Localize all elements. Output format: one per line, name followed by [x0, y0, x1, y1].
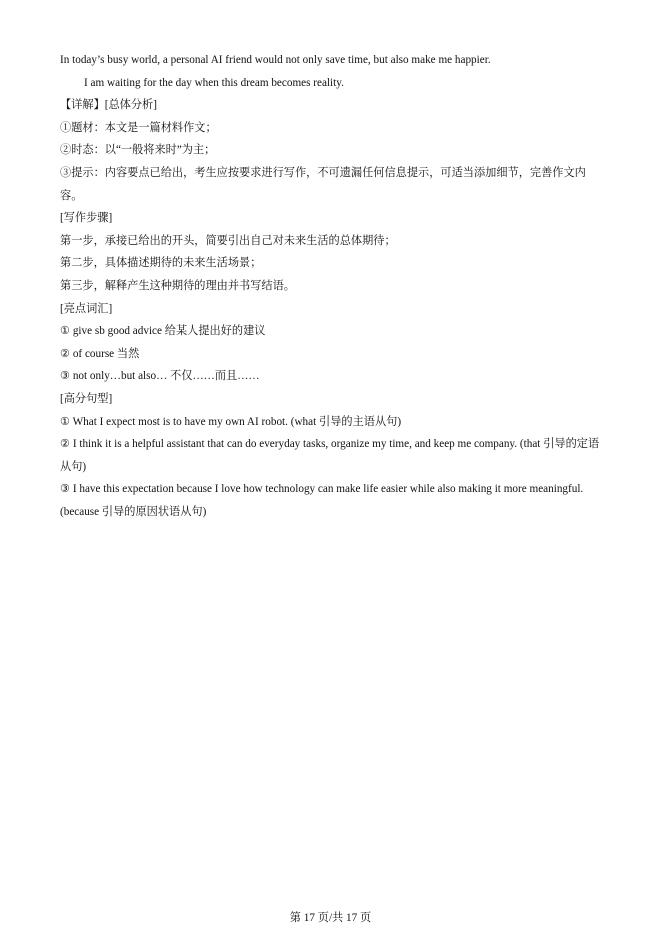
- vocabulary-item: ② of course 当然: [60, 347, 140, 360]
- sentence-pattern-item: ② I think it is a helpful assistant that can do everyday tasks, organize my time, and keep me company. (that 引导的定语从句): [60, 438, 600, 473]
- document-body: [60, 49, 605, 523]
- section-heading-vocabulary: [亮点词汇]: [60, 302, 113, 315]
- essay-closing-sentence: I am waiting for the day when this dream becomes reality.: [84, 76, 344, 89]
- vocabulary-item: ① give sb good advice 给某人提出好的建议: [60, 325, 266, 338]
- section-heading-steps: [写作步骤]: [60, 212, 113, 225]
- step-one: 第一步，承接已给出的开头，简要引出自己对未来生活的总体期待；: [60, 234, 396, 247]
- essay-sentence: In today’s busy world, a personal AI friend would not only save time, but also make me happier.: [60, 54, 491, 66]
- step-three: 第三步，解释产生这种期待的理由并书写结语。: [60, 279, 295, 292]
- section-heading-analysis: 【详解】[总体分析]: [60, 99, 157, 112]
- sentence-pattern-item: ① What I expect most is to have my own AI robot. (what 引导的主语从句): [60, 415, 402, 428]
- analysis-item-tense: ②时态：以“一般将来时”为主；: [60, 144, 216, 157]
- page-number-footer: 第 17 页/共 17 页: [289, 912, 372, 924]
- analysis-item-tips: ③提示：内容要点已给出，考生应按要求进行写作，不可遗漏任何信息提示，可适当添加细节，完善作文内容。: [60, 166, 586, 202]
- section-heading-sentence-patterns: [高分句型]: [60, 392, 113, 405]
- sentence-pattern-item: ③ I have this expectation because I love how technology can make life easier while also making it more meaningful. (because 引导的原因状语从句): [60, 483, 584, 518]
- analysis-item-topic: ①题材：本文是一篇材料作文；: [60, 121, 217, 134]
- vocabulary-item: ③ not only…but also… 不仅……而且……: [60, 370, 260, 383]
- step-two: 第二步，具体描述期待的未来生活场景；: [60, 257, 262, 270]
